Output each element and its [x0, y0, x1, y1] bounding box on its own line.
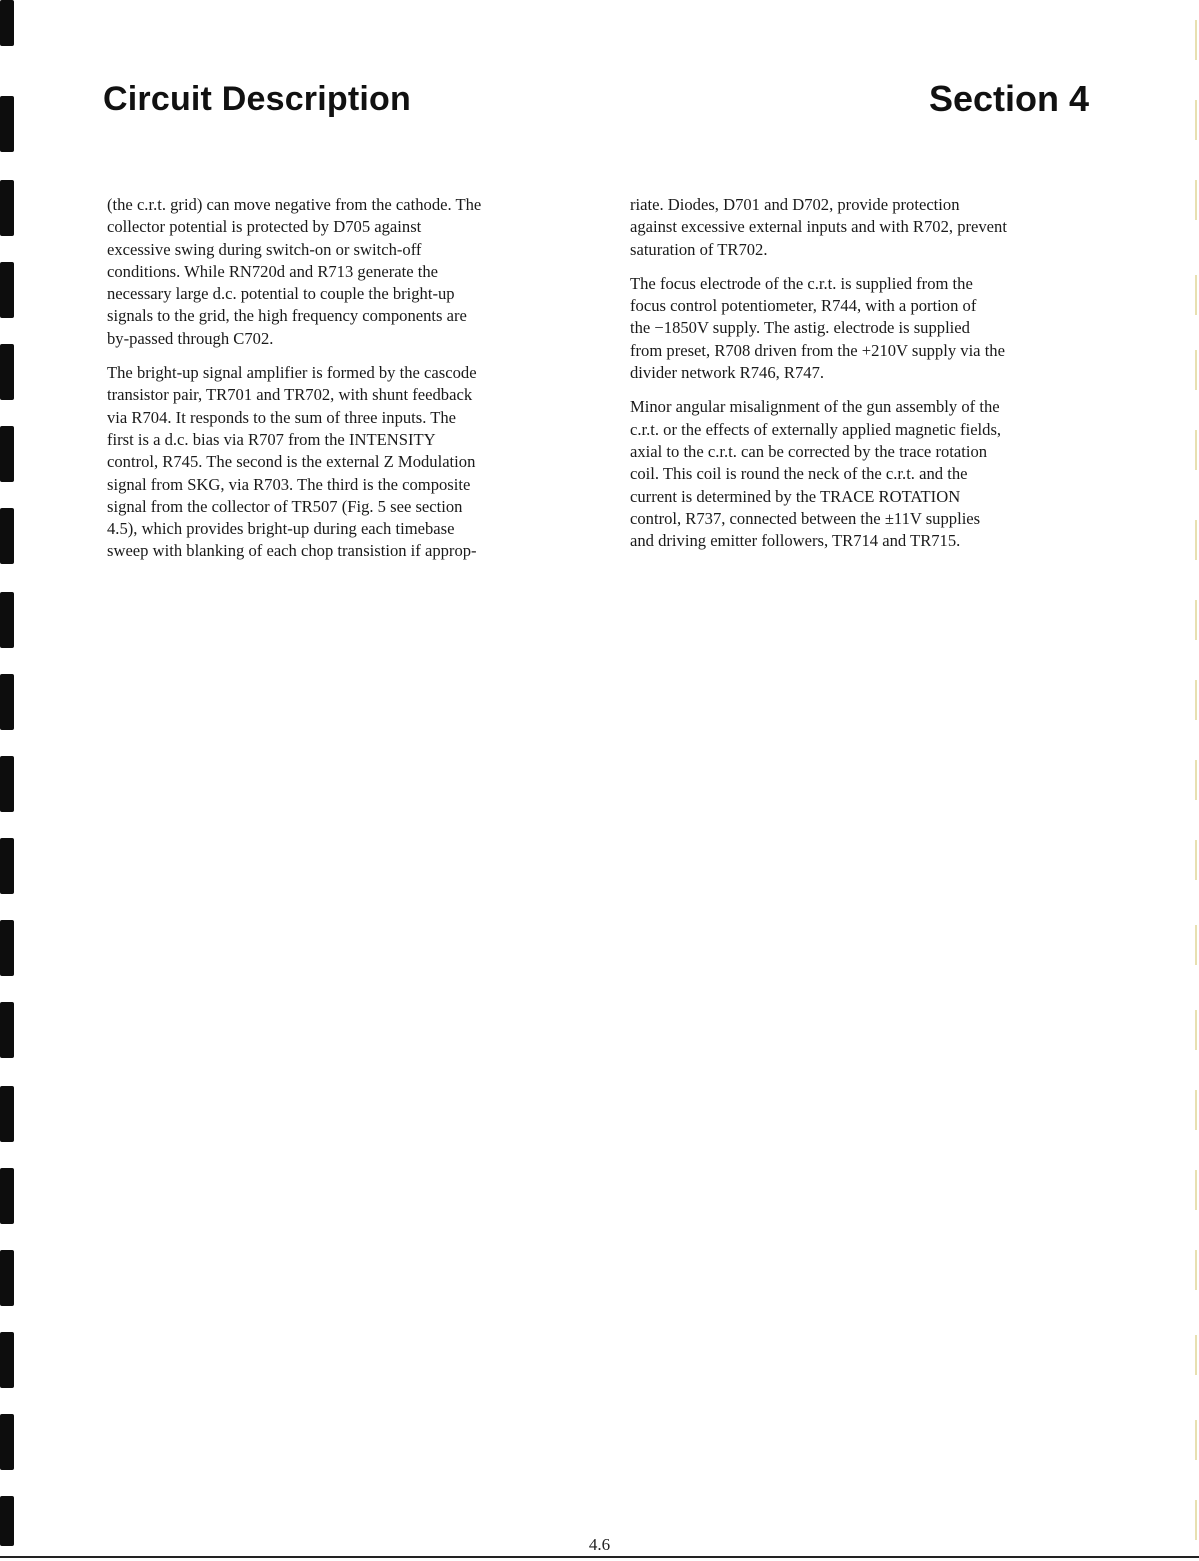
- edge-mark: [1195, 1090, 1197, 1130]
- text-line: by-passed through C702.: [107, 328, 274, 348]
- edge-mark: [1195, 840, 1197, 880]
- text-line: axial to the c.r.t. can be corrected by the trace rotation: [630, 441, 988, 461]
- edge-mark: [1195, 350, 1197, 390]
- binding-hole: [0, 426, 14, 482]
- text-line: saturation of TR702.: [630, 239, 768, 259]
- text-line: divider network R746, R747.: [630, 363, 825, 383]
- edge-mark: [1195, 275, 1197, 315]
- text-line: from preset, R708 driven from the +210V supply via the: [630, 340, 1005, 360]
- page-number: 4.6: [588, 1535, 611, 1554]
- text-line: signal from SKG, via R703. The third is the composite: [107, 474, 471, 494]
- edge-mark: [1195, 1010, 1197, 1050]
- binding-holes: [0, 0, 16, 1561]
- edge-mark: [1195, 600, 1197, 640]
- text-line: coil. This coil is round the neck of the c.r.t. and the: [630, 464, 968, 484]
- text-line: collector potential is protected by D705 against: [107, 217, 422, 237]
- text-line: (the c.r.t. grid) can move negative from the cathode. The: [107, 195, 482, 214]
- binding-hole: [0, 96, 14, 152]
- text-line: 4.5), which provides bright-up during each timebase: [107, 519, 455, 539]
- text-line: the −1850V supply. The astig. electrode is supplied: [630, 318, 970, 338]
- paragraph: [630, 194, 1100, 261]
- binding-hole: [0, 592, 14, 648]
- binding-hole: [0, 1002, 14, 1058]
- text-line: first is a d.c. bias via R707 from the INTENSITY: [107, 429, 436, 449]
- binding-hole: [0, 180, 14, 236]
- text-line: c.r.t. or the effects of externally applied magnetic fields,: [630, 419, 1002, 439]
- edge-mark: [1195, 520, 1197, 560]
- text-line: riate. Diodes, D701 and D702, provide protection: [630, 195, 960, 214]
- edge-mark: [1195, 925, 1197, 965]
- binding-hole: [0, 508, 14, 564]
- edge-mark: [1195, 1500, 1197, 1540]
- edge-mark: [1195, 680, 1197, 720]
- paragraph: [107, 194, 577, 350]
- text-line: Minor angular misalignment of the gun assembly of the: [630, 397, 1000, 417]
- text-line: current is determined by the TRACE ROTATION: [630, 486, 961, 506]
- binding-hole: [0, 920, 14, 976]
- page-title: Circuit Description: [103, 80, 411, 118]
- text-line: control, R745. The second is the external Z Modulation: [107, 452, 476, 472]
- binding-hole: [0, 674, 14, 730]
- edge-mark: [1195, 180, 1197, 220]
- edge-mark: [1195, 1335, 1197, 1375]
- paragraph: [107, 362, 577, 563]
- binding-hole: [0, 1250, 14, 1306]
- text-line: and driving emitter followers, TR714 and TR715.: [630, 531, 961, 551]
- text-line: excessive swing during switch-on or switch-off: [107, 239, 422, 259]
- text-line: sweep with blanking of each chop transistion if approp-: [107, 541, 477, 561]
- bottom-rule: [0, 1556, 1199, 1558]
- edge-mark: [1195, 1420, 1197, 1460]
- page-edge: [1193, 0, 1199, 1561]
- text-line: necessary large d.c. potential to couple the bright-up: [107, 284, 455, 304]
- text-line: control, R737, connected between the ±11V supplies: [630, 508, 981, 528]
- right-column: [630, 194, 1100, 564]
- text-line: The focus electrode of the c.r.t. is supplied from the: [630, 273, 973, 293]
- binding-hole: [0, 0, 14, 46]
- edge-mark: [1195, 760, 1197, 800]
- text-line: focus control potentiometer, R744, with a portion of: [630, 296, 977, 316]
- text-line: signal from the collector of TR507 (Fig. 5 see section: [107, 496, 463, 516]
- text-line: transistor pair, TR701 and TR702, with shunt feedback: [107, 385, 473, 405]
- text-line: conditions. While RN720d and R713 generate the: [107, 261, 439, 281]
- edge-mark: [1195, 1170, 1197, 1210]
- edge-mark: [1195, 430, 1197, 470]
- binding-hole: [0, 838, 14, 894]
- binding-hole: [0, 1414, 14, 1470]
- paragraph: [630, 396, 1100, 552]
- text-line: via R704. It responds to the sum of three inputs. The: [107, 407, 457, 427]
- binding-hole: [0, 344, 14, 400]
- section-label: Section 4: [928, 78, 1089, 119]
- edge-mark: [1195, 100, 1197, 140]
- paragraph: [630, 273, 1100, 384]
- edge-mark: [1195, 1250, 1197, 1290]
- text-line: The bright-up signal amplifier is formed by the cascode: [107, 363, 477, 383]
- text-line: signals to the grid, the high frequency components are: [107, 306, 467, 326]
- binding-hole: [0, 1168, 14, 1224]
- left-column: [107, 194, 577, 575]
- binding-hole: [0, 262, 14, 318]
- edge-mark: [1195, 20, 1197, 60]
- text-line: against excessive external inputs and with R702, prevent: [630, 217, 1007, 237]
- binding-hole: [0, 1086, 14, 1142]
- binding-hole: [0, 1332, 14, 1388]
- binding-hole: [0, 756, 14, 812]
